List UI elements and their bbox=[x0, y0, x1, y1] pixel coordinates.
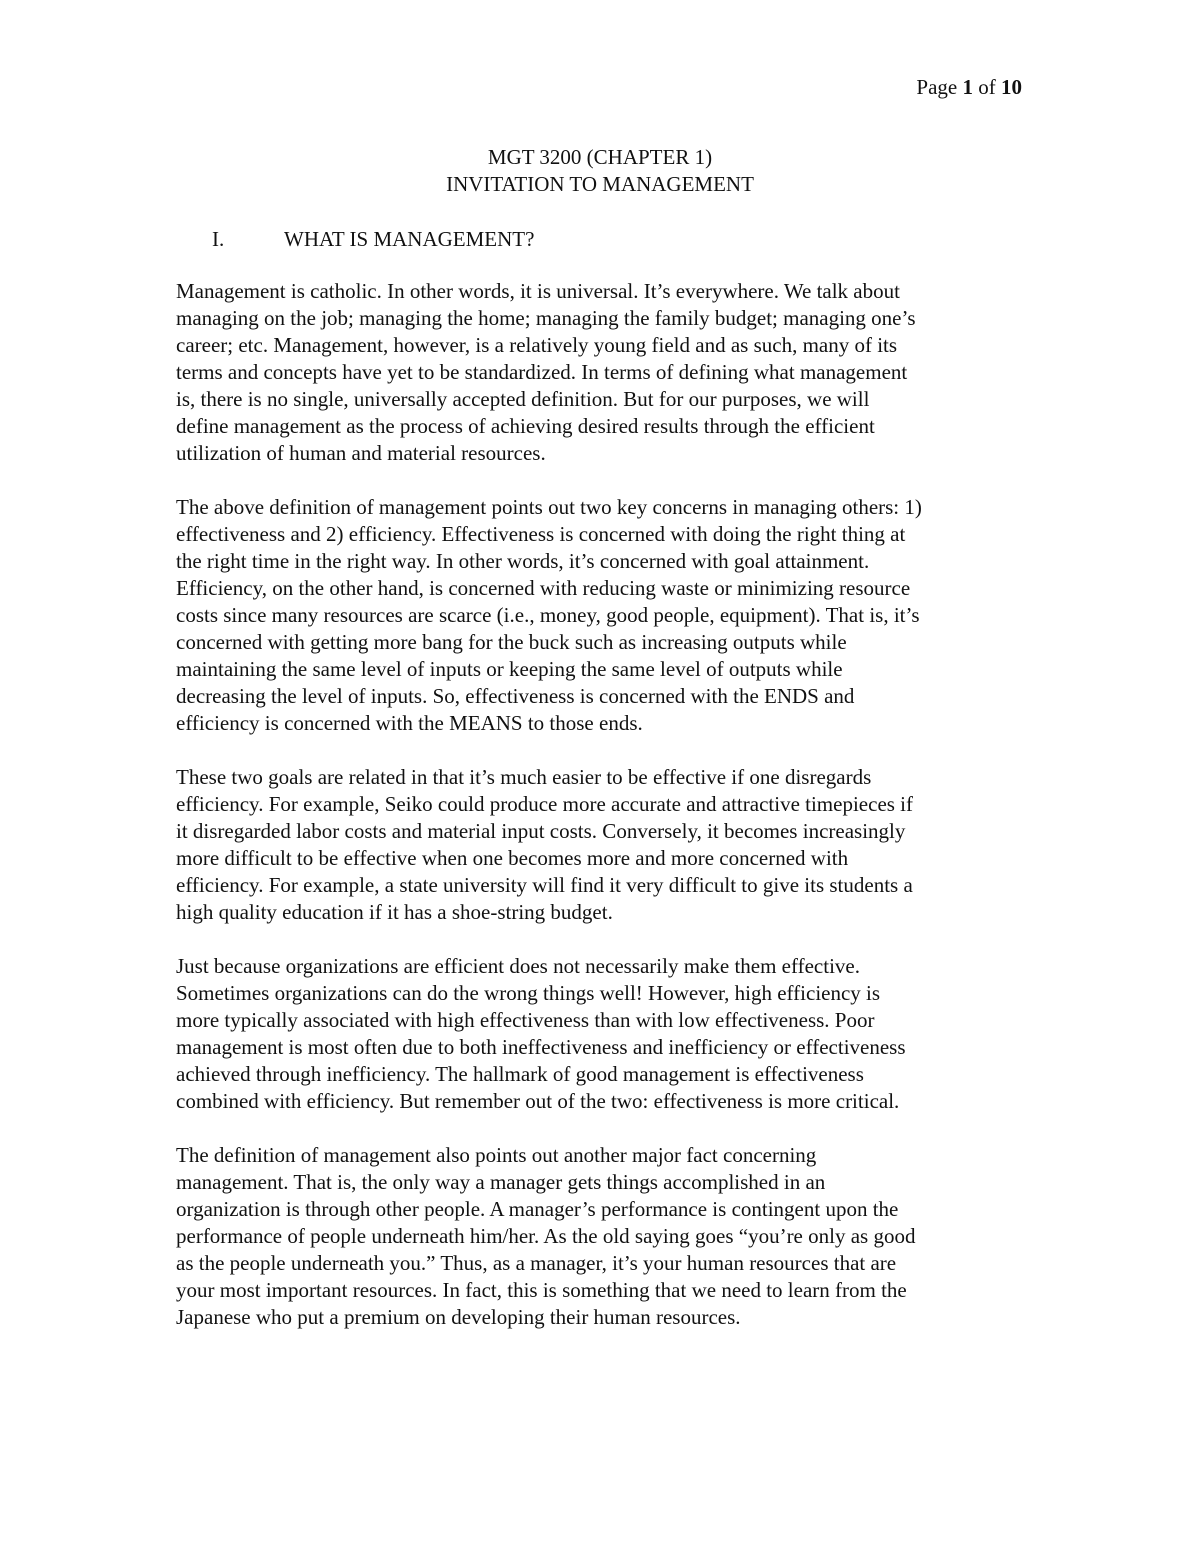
text-line: management. That is, the only way a manager gets things accomplished in an bbox=[176, 1170, 826, 1194]
text-line: Efficiency, on the other hand, is concerned with reducing waste or minimizing resource bbox=[176, 576, 911, 600]
text-line: performance of people underneath him/her. As the old saying goes “you’re only as good bbox=[176, 1224, 916, 1248]
text-line: more difficult to be effective when one becomes more and more concerned with bbox=[176, 846, 849, 870]
text-line: Sometimes organizations can do the wrong things well! However, high efficiency is bbox=[176, 981, 881, 1005]
text-line: managing on the job; managing the home; managing the family budget; managing one’s bbox=[176, 306, 916, 330]
document-title bbox=[0, 144, 1200, 198]
text-line: utilization of human and material resources. bbox=[176, 441, 546, 465]
text-line: The definition of management also points out another major fact concerning bbox=[176, 1143, 817, 1167]
text-line: the right time in the right way. In other words, it’s concerned with goal attainment. bbox=[176, 549, 870, 573]
text-line: organization is through other people. A manager’s performance is contingent upon the bbox=[176, 1197, 899, 1221]
paragraph bbox=[176, 494, 1036, 737]
text-line: terms and concepts have yet to be standardized. In terms of defining what management bbox=[176, 360, 908, 384]
paragraph bbox=[176, 278, 1036, 467]
page-label: Page bbox=[916, 75, 958, 99]
text-line: The above definition of management points out two key concerns in managing others: 1) bbox=[176, 495, 922, 519]
text-line: efficiency. For example, Seiko could produce more accurate and attractive timepieces if bbox=[176, 792, 914, 816]
paragraph bbox=[176, 764, 1036, 926]
text-line: achieved through inefficiency. The hallmark of good management is effectiveness bbox=[176, 1062, 864, 1086]
text-line: as the people underneath you.” Thus, as a manager, it’s your human resources that are bbox=[176, 1251, 897, 1275]
page-of-label: of bbox=[978, 75, 996, 99]
text-line: decreasing the level of inputs. So, effectiveness is concerned with the ENDS and bbox=[176, 684, 855, 708]
text-line: efficiency is concerned with the MEANS to those ends. bbox=[176, 711, 643, 735]
text-line: it disregarded labor costs and material input costs. Conversely, it becomes increasingly bbox=[176, 819, 906, 843]
text-line: efficiency. For example, a state university will find it very difficult to give its students a bbox=[176, 873, 913, 897]
chapter-title: INVITATION TO MANAGEMENT bbox=[446, 172, 754, 196]
text-line: Japanese who put a premium on developing their human resources. bbox=[176, 1305, 741, 1329]
text-line: maintaining the same level of inputs or keeping the same level of outputs while bbox=[176, 657, 843, 681]
text-line: management is most often due to both ineffectiveness and inefficiency or effectiveness bbox=[176, 1035, 906, 1059]
section-heading bbox=[212, 226, 534, 253]
text-line: more typically associated with high effectiveness than with low effectiveness. Poor bbox=[176, 1008, 875, 1032]
page-current: 1 bbox=[962, 75, 973, 99]
text-line: is, there is no single, universally accepted definition. But for our purposes, we will bbox=[176, 387, 870, 411]
text-line: concerned with getting more bang for the buck such as increasing outputs while bbox=[176, 630, 847, 654]
text-line: Management is catholic. In other words, it is universal. It’s everywhere. We talk about bbox=[176, 279, 900, 303]
text-line: effectiveness and 2) efficiency. Effectiveness is concerned with doing the right thing at bbox=[176, 522, 906, 546]
paragraph bbox=[176, 1142, 1036, 1331]
text-line: high quality education if it has a shoe-string budget. bbox=[176, 900, 613, 924]
text-line: career; etc. Management, however, is a relatively young field and as such, many of its bbox=[176, 333, 898, 357]
page-number bbox=[916, 74, 1022, 100]
course-title: MGT 3200 (CHAPTER 1) bbox=[487, 145, 713, 169]
text-line: Just because organizations are efficient does not necessarily make them effective. bbox=[176, 954, 860, 978]
text-line: your most important resources. In fact, this is something that we need to learn from the bbox=[176, 1278, 907, 1302]
text-line: combined with efficiency. But remember out of the two: effectiveness is more critical. bbox=[176, 1089, 900, 1113]
section-title: WHAT IS MANAGEMENT? bbox=[284, 227, 535, 251]
page-total: 10 bbox=[1001, 75, 1022, 99]
text-line: define management as the process of achieving desired results through the efficient bbox=[176, 414, 875, 438]
section-number: I. bbox=[212, 227, 225, 251]
body-text bbox=[176, 278, 1036, 1358]
text-line: costs since many resources are scarce (i.e., money, good people, equipment). That is, it’s bbox=[176, 603, 920, 627]
text-line: These two goals are related in that it’s much easier to be effective if one disregards bbox=[176, 765, 872, 789]
paragraph bbox=[176, 953, 1036, 1115]
